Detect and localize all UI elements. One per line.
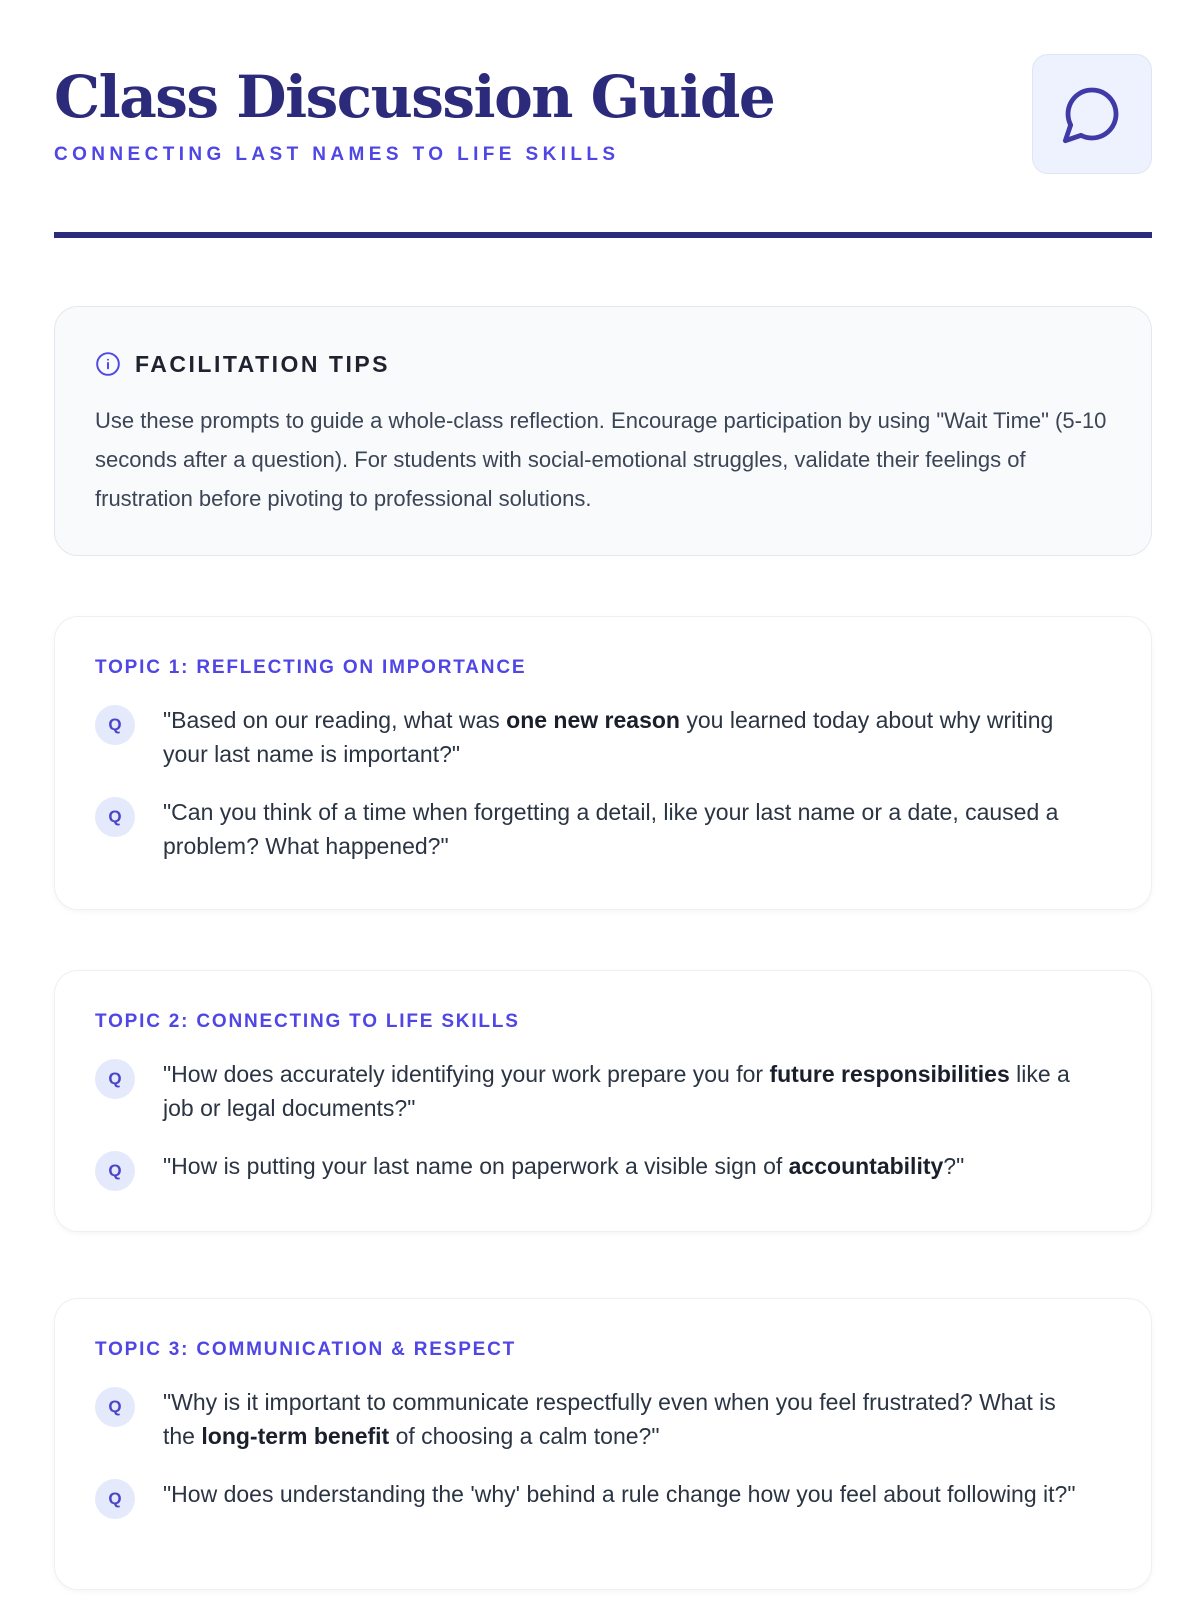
facilitation-tips-panel: [54, 306, 1152, 556]
topic-card: [54, 970, 1152, 1232]
question-text: "Based on our reading, what was one new reason you learned today about why writing your last name is important?": [163, 707, 1054, 767]
topic-label: TOPIC 3: COMMUNICATION & RESPECT: [95, 1339, 517, 1360]
question-badge: Q: [95, 1479, 135, 1519]
question-badge: Q: [95, 705, 135, 745]
speech-bubble-badge: [1032, 54, 1152, 174]
info-icon: [95, 351, 121, 377]
topic-card: [54, 616, 1152, 910]
topic-label: TOPIC 2: CONNECTING TO LIFE SKILLS: [95, 1011, 520, 1032]
question-text: "How does accurately identifying your work prepare you for future responsibilities like a job or legal documents?": [163, 1061, 1070, 1121]
page-subtitle: CONNECTING LAST NAMES TO LIFE SKILLS: [54, 144, 620, 165]
question-text: "How does understanding the 'why' behind a rule change how you feel about following it?": [163, 1481, 1076, 1507]
question-text: "How is putting your last name on paperwork a visible sign of accountability?": [163, 1153, 965, 1179]
page-header: [54, 54, 1152, 174]
question-badge: Q: [95, 1387, 135, 1427]
tips-body: Use these prompts to guide a whole-class reflection. Encourage participation by using "Wait Time" (5-10 seconds after a question). For students with social-emotional struggles, validate their feelings of frustration before pivoting to professional solutions.: [95, 408, 1107, 511]
tips-title: FACILITATION TIPS: [135, 350, 391, 377]
header-divider: [54, 232, 1152, 238]
question-badge: Q: [95, 1151, 135, 1191]
tips-header: [95, 349, 1111, 379]
question-text: "Why is it important to communicate respectfully even when you feel frustrated? What is the long-term benefit of choosing a calm tone?": [163, 1389, 1056, 1449]
topic-card: [54, 1298, 1152, 1590]
question-badge: Q: [95, 797, 135, 837]
page-title: Class Discussion Guide: [54, 63, 775, 131]
question-badge: Q: [95, 1059, 135, 1099]
topic-label: TOPIC 1: REFLECTING ON IMPORTANCE: [95, 657, 527, 678]
speech-bubble-icon: [1060, 82, 1124, 146]
question-text: "Can you think of a time when forgetting a detail, like your last name or a date, caused a problem? What happened?": [163, 799, 1059, 859]
